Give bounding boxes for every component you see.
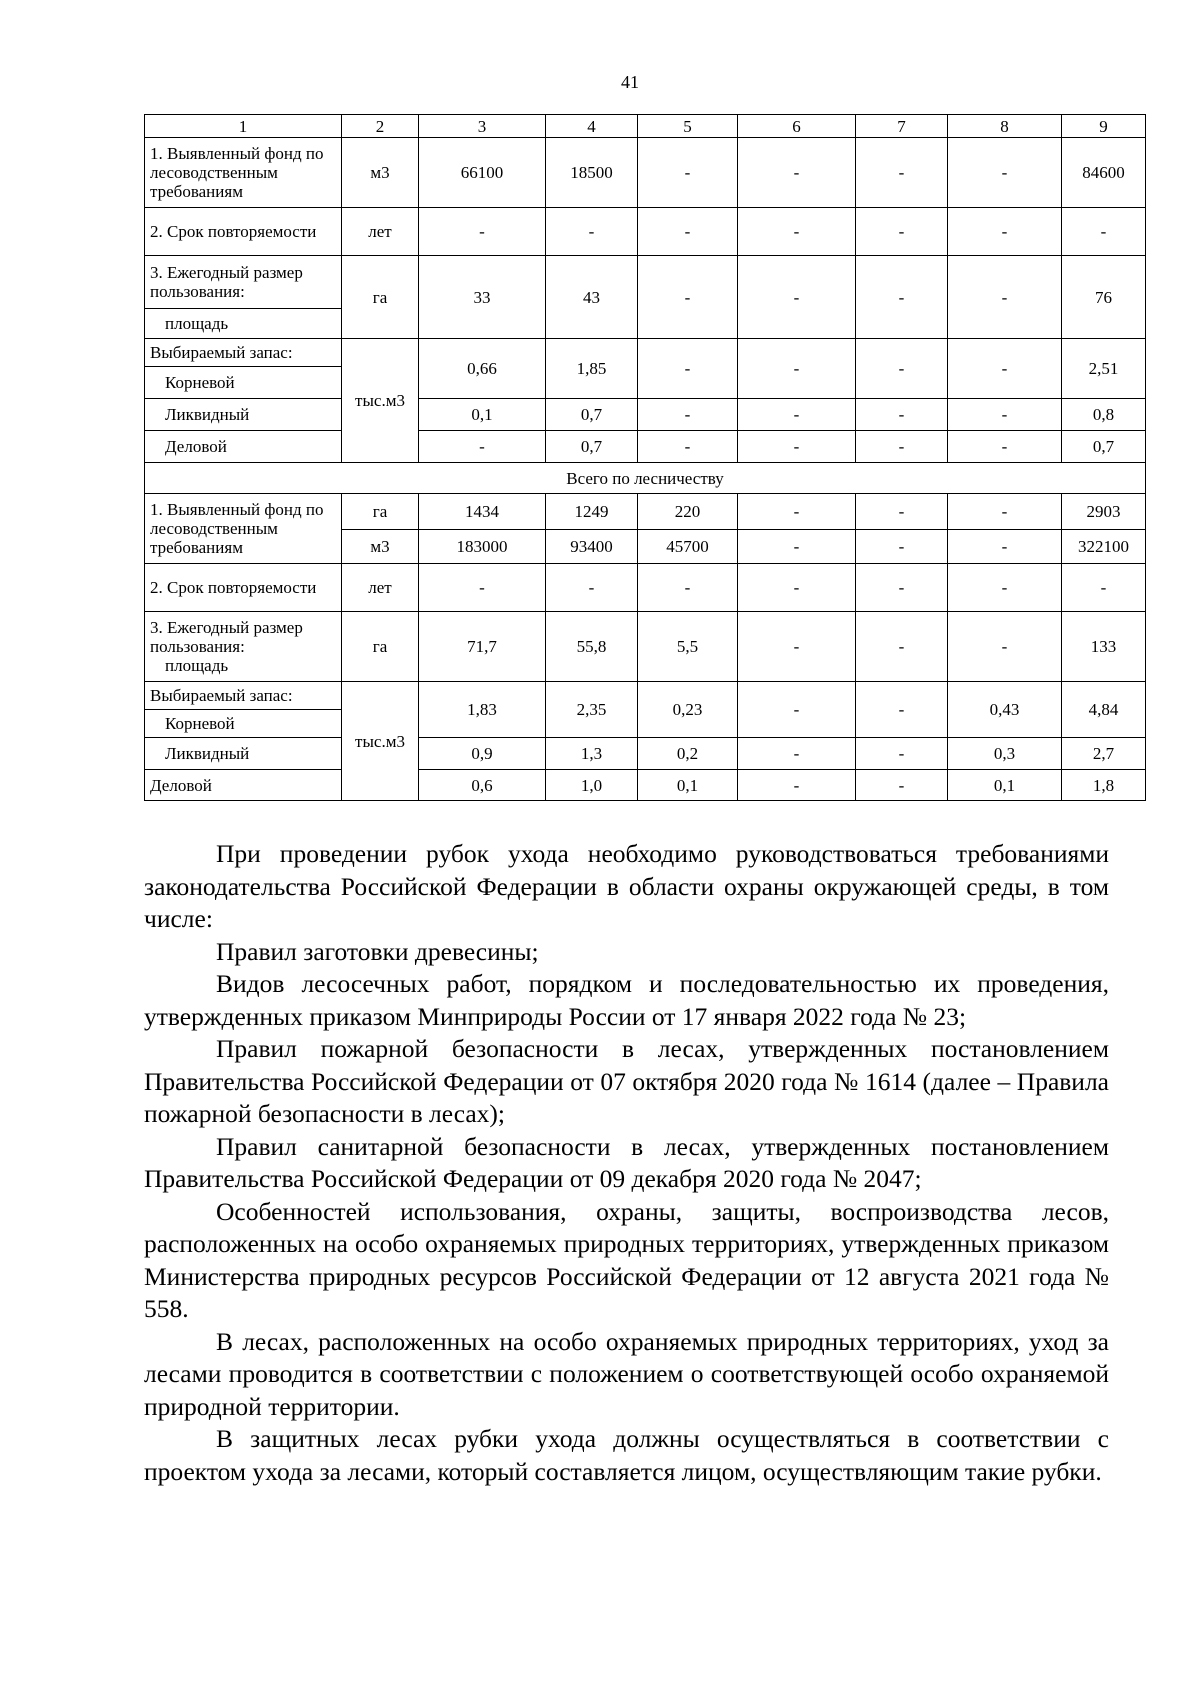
value-cell: - <box>948 138 1062 208</box>
value-cell: - <box>856 339 948 399</box>
value-cell: 1,3 <box>546 738 638 770</box>
column-header: 7 <box>856 115 948 138</box>
value-cell: 45700 <box>638 530 738 564</box>
value-cell: - <box>948 208 1062 256</box>
unit-cell: тыс.м3 <box>342 339 419 463</box>
value-cell: 93400 <box>546 530 638 564</box>
table-row <box>145 256 1146 309</box>
value-cell: 66100 <box>419 138 546 208</box>
value-cell: - <box>948 494 1062 530</box>
value-cell: 0,6 <box>419 770 546 801</box>
value-cell: - <box>856 399 948 431</box>
unit-cell: лет <box>342 208 419 256</box>
value-cell: - <box>546 564 638 612</box>
column-header: 1 <box>145 115 342 138</box>
unit-cell: лет <box>342 564 419 612</box>
value-cell: 0,1 <box>419 399 546 431</box>
table-row <box>145 612 1146 682</box>
unit-cell: тыс.м3 <box>342 682 419 801</box>
paragraph: При проведении рубок ухода необходимо руководствоваться требованиями законодательства Российской Федерации в области охраны окружающей среды, в том числе: <box>144 839 1109 933</box>
paragraph: Правил пожарной безопасности в лесах, утвержденных постановлением Правительства Российской Федерации от 07 октября 2020 года № 1614 (далее – Правила пожарной безопасности в лесах); <box>144 1034 1109 1128</box>
table-row <box>145 770 1146 801</box>
value-cell: 0,2 <box>638 738 738 770</box>
value-cell: - <box>738 256 856 339</box>
value-cell: - <box>948 399 1062 431</box>
value-cell: - <box>856 431 948 463</box>
section-row <box>145 463 1146 494</box>
value-cell: - <box>738 431 856 463</box>
value-cell: 1434 <box>419 494 546 530</box>
table-row <box>145 494 1146 530</box>
body-text <box>144 838 1109 1488</box>
value-cell: - <box>948 530 1062 564</box>
value-cell: 220 <box>638 494 738 530</box>
value-cell: 5,5 <box>638 612 738 682</box>
value-cell: - <box>738 612 856 682</box>
value-cell: - <box>948 256 1062 339</box>
table-row <box>145 339 1146 367</box>
value-cell: - <box>546 208 638 256</box>
table-row <box>145 431 1146 463</box>
row-label-text: 3. Ежегодный размер пользования: <box>150 618 303 656</box>
value-cell: 55,8 <box>546 612 638 682</box>
value-cell: - <box>856 208 948 256</box>
column-header: 4 <box>546 115 638 138</box>
value-cell: 322100 <box>1062 530 1146 564</box>
value-cell: - <box>1062 208 1146 256</box>
paragraph: Правил санитарной безопасности в лесах, утвержденных постановлением Правительства Российской Федерации от 09 декабря 2020 года № 2047; <box>144 1131 1109 1193</box>
value-cell: 71,7 <box>419 612 546 682</box>
value-cell: 0,8 <box>1062 399 1146 431</box>
paragraph: Видов лесосечных работ, порядком и последовательностью их проведения, утвержденных приказом Минприроды России от 17 января 2022 года № 23; <box>144 969 1109 1031</box>
value-cell: 1,8 <box>1062 770 1146 801</box>
row-label: Выбираемый запас: <box>145 682 342 710</box>
table-row <box>145 738 1146 770</box>
value-cell: - <box>638 399 738 431</box>
value-cell: 0,1 <box>638 770 738 801</box>
forest-data-table <box>144 114 1146 801</box>
paragraph: В лесах, расположенных на особо охраняемых природных территориях, уход за лесами проводится в соответствии с положением о соответствующей особо охраняемой природной территории. <box>144 1326 1109 1421</box>
value-cell: - <box>948 431 1062 463</box>
value-cell: 84600 <box>1062 138 1146 208</box>
row-sublabel: площадь <box>145 309 342 339</box>
value-cell: 183000 <box>419 530 546 564</box>
value-cell: 0,43 <box>948 682 1062 738</box>
column-header: 8 <box>948 115 1062 138</box>
value-cell: - <box>856 564 948 612</box>
value-cell: - <box>638 256 738 339</box>
value-cell: 1,83 <box>419 682 546 738</box>
row-sublabel: площадь <box>165 656 229 675</box>
value-cell: 0,3 <box>948 738 1062 770</box>
row-label: Деловой <box>145 431 342 463</box>
value-cell: - <box>738 682 856 738</box>
value-cell: - <box>638 431 738 463</box>
value-cell: - <box>856 612 948 682</box>
value-cell: 2,51 <box>1062 339 1146 399</box>
value-cell: - <box>856 738 948 770</box>
table-row <box>145 682 1146 710</box>
value-cell: - <box>738 530 856 564</box>
value-cell: - <box>856 682 948 738</box>
value-cell: 0,7 <box>1062 431 1146 463</box>
row-label: Ликвидный <box>145 399 342 431</box>
value-cell: 1,0 <box>546 770 638 801</box>
table-row <box>145 138 1146 208</box>
value-cell: - <box>738 339 856 399</box>
row-label: Выбираемый запас: <box>145 339 342 367</box>
unit-cell: м3 <box>342 138 419 208</box>
value-cell: - <box>948 612 1062 682</box>
value-cell: 133 <box>1062 612 1146 682</box>
value-cell: - <box>419 564 546 612</box>
page-number: 41 <box>621 72 639 92</box>
row-label: 1. Выявленный фонд по лесоводственным требованиям <box>145 138 342 208</box>
value-cell: 2903 <box>1062 494 1146 530</box>
section-title: Всего по лесничеству <box>145 463 1146 494</box>
value-cell: 2,7 <box>1062 738 1146 770</box>
row-label: 2. Срок повторяемости <box>145 564 342 612</box>
row-label: 3. Ежегодный размер пользования: <box>145 256 342 309</box>
column-header: 9 <box>1062 115 1146 138</box>
value-cell: 1,85 <box>546 339 638 399</box>
unit-cell: га <box>342 256 419 339</box>
column-header: 5 <box>638 115 738 138</box>
value-cell: 4,84 <box>1062 682 1146 738</box>
row-label: Ликвидный <box>145 738 342 770</box>
value-cell: 76 <box>1062 256 1146 339</box>
unit-cell: га <box>342 612 419 682</box>
value-cell: 0,1 <box>948 770 1062 801</box>
column-header: 6 <box>738 115 856 138</box>
value-cell: - <box>948 564 1062 612</box>
paragraph: Особенностей использования, охраны, защиты, воспроизводства лесов, расположенных на особо охраняемых природных территориях, утвержденных приказом Министерства природных ресурсов Российской Федерации от 12 августа 2021 года № 558. <box>144 1196 1109 1323</box>
value-cell: - <box>856 494 948 530</box>
value-cell: - <box>948 339 1062 399</box>
row-label: 1. Выявленный фонд по лесоводственным требованиям <box>145 494 342 564</box>
value-cell: 0,66 <box>419 339 546 399</box>
value-cell: 0,23 <box>638 682 738 738</box>
value-cell: 33 <box>419 256 546 339</box>
value-cell: - <box>738 770 856 801</box>
value-cell: - <box>638 564 738 612</box>
row-label: Корневой <box>145 710 342 738</box>
paragraph: Правил заготовки древесины; <box>216 936 539 966</box>
value-cell: 43 <box>546 256 638 339</box>
value-cell: - <box>856 138 948 208</box>
table-row <box>145 564 1146 612</box>
row-label: Корневой <box>145 367 342 399</box>
unit-cell: м3 <box>342 530 419 564</box>
row-label <box>145 612 342 682</box>
value-cell: - <box>738 208 856 256</box>
value-cell: - <box>738 494 856 530</box>
value-cell: - <box>638 138 738 208</box>
value-cell: - <box>419 431 546 463</box>
column-header: 3 <box>419 115 546 138</box>
column-header: 2 <box>342 115 419 138</box>
value-cell: 1249 <box>546 494 638 530</box>
value-cell: 2,35 <box>546 682 638 738</box>
value-cell: - <box>738 399 856 431</box>
value-cell: 18500 <box>546 138 638 208</box>
value-cell: - <box>856 770 948 801</box>
value-cell: - <box>638 339 738 399</box>
value-cell: - <box>638 208 738 256</box>
unit-cell: га <box>342 494 419 530</box>
value-cell: - <box>738 738 856 770</box>
table-row <box>145 399 1146 431</box>
row-label: 2. Срок повторяемости <box>145 208 342 256</box>
value-cell: - <box>419 208 546 256</box>
paragraph: В защитных лесах рубки ухода должны осуществляться в соответствии с проектом ухода за лесами, который составляется лицом, осуществляющим такие рубки. <box>144 1424 1109 1486</box>
value-cell: - <box>738 564 856 612</box>
table-row <box>145 208 1146 256</box>
value-cell: - <box>738 138 856 208</box>
value-cell: - <box>856 530 948 564</box>
value-cell: - <box>1062 564 1146 612</box>
value-cell: 0,7 <box>546 399 638 431</box>
value-cell: 0,9 <box>419 738 546 770</box>
value-cell: - <box>856 256 948 339</box>
table-header-row <box>145 115 1146 138</box>
row-label: Деловой <box>145 770 342 801</box>
value-cell: 0,7 <box>546 431 638 463</box>
